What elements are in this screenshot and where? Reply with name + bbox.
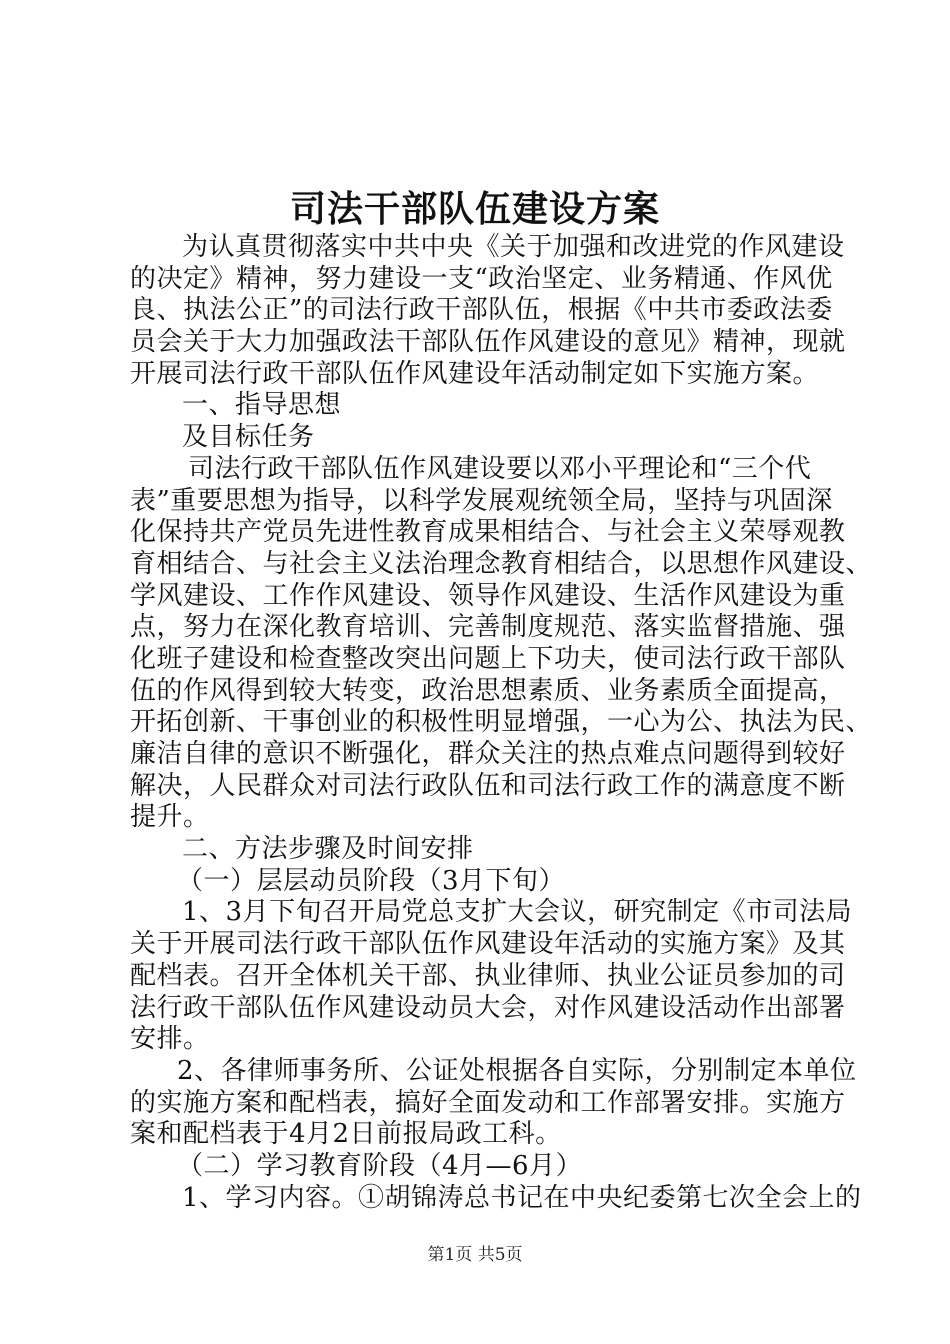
paragraph-line: 1、学习内容。①胡锦涛总书记在中央纪委第七次全会上的: [182, 1182, 862, 1213]
paragraph-line: 化保持共产党员先进性教育成果相结合、与社会主义荣辱观教: [130, 517, 846, 548]
page-footer: 第1页 共5页: [427, 1245, 523, 1265]
paragraph-line: 1、3月下旬召开局党总支扩大会议，研究制定《市司法局: [182, 897, 853, 928]
subsection-heading: （二）学习教育阶段（4月—6月）: [177, 1150, 583, 1181]
paragraph-line: 表”重要思想为指导，以科学发展观统领全局，坚持与巩固深: [130, 485, 833, 516]
section-heading: 及目标任务: [182, 422, 315, 453]
paragraph-line: 2、各律师事务所、公证处根据各自实际，分别制定本单位: [177, 1055, 857, 1086]
paragraph-line: 化班子建设和检查整改突出问题上下功夫，使司法行政干部队: [130, 643, 846, 674]
paragraph-line: 良、执法公正”的司法行政干部队伍，根据《中共市委政法委: [130, 295, 833, 326]
document-title: 司法干部队伍建设方案: [289, 188, 660, 230]
paragraph-line: 法行政干部队伍作风建设动员大会，对作风建设活动作出部署: [130, 992, 846, 1023]
document-body: [130, 232, 873, 1214]
paragraph-line: 为认真贯彻落实中共中央《关于加强和改进党的作风建设: [182, 232, 845, 262]
section-heading: 二、方法步骤及时间安排: [182, 834, 474, 865]
paragraph-line: 的决定》精神，努力建设一支“政治坚定、业务精通、作风优: [130, 263, 833, 294]
paragraph-line: 解决，人民群众对司法行政队伍和司法行政工作的满意度不断: [130, 770, 846, 801]
paragraph-line: 点，努力在深化教育培训、完善制度规范、落实监督措施、强: [130, 612, 846, 643]
paragraph-line: 开展司法行政干部队伍作风建设年活动制定如下实施方案。: [130, 358, 820, 389]
paragraph-line: 开拓创新、干事创业的积极性明显增强，一心为公、执法为民、: [130, 707, 873, 738]
paragraph-line: 安排。: [130, 1024, 210, 1055]
paragraph-line: 的实施方案和配档表，搞好全面发动和工作部署安排。实施方: [130, 1087, 846, 1118]
paragraph-line: 配档表。召开全体机关干部、执业律师、执业公证员参加的司: [130, 960, 846, 991]
paragraph-line: 学风建设、工作作风建设、领导作风建设、生活作风建设为重: [130, 580, 846, 611]
paragraph-line: 伍的作风得到较大转变，政治思想素质、业务素质全面提高，: [130, 675, 846, 706]
paragraph-line: 育相结合、与社会主义法治理念教育相结合，以思想作风建设、: [130, 548, 873, 579]
paragraph-line: 廉洁自律的意识不断强化，群众关注的热点难点问题得到较好: [130, 739, 846, 769]
paragraph-line: 关于开展司法行政干部队伍作风建设年活动的实施方案》及其: [130, 929, 846, 960]
section-heading: 一、指导思想: [182, 390, 342, 421]
paragraph-line: 司法行政干部队伍作风建设要以邓小平理论和“三个代: [188, 453, 812, 484]
paragraph-line: 提升。: [130, 802, 210, 833]
subsection-heading: （一）层层动员阶段（3月下旬）: [177, 865, 566, 896]
paragraph-line: 案和配档表于4月2日前报局政工科。: [130, 1119, 562, 1150]
paragraph-line: 员会关于大力加强政法干部队伍作风建设的意见》精神，现就: [130, 327, 846, 358]
